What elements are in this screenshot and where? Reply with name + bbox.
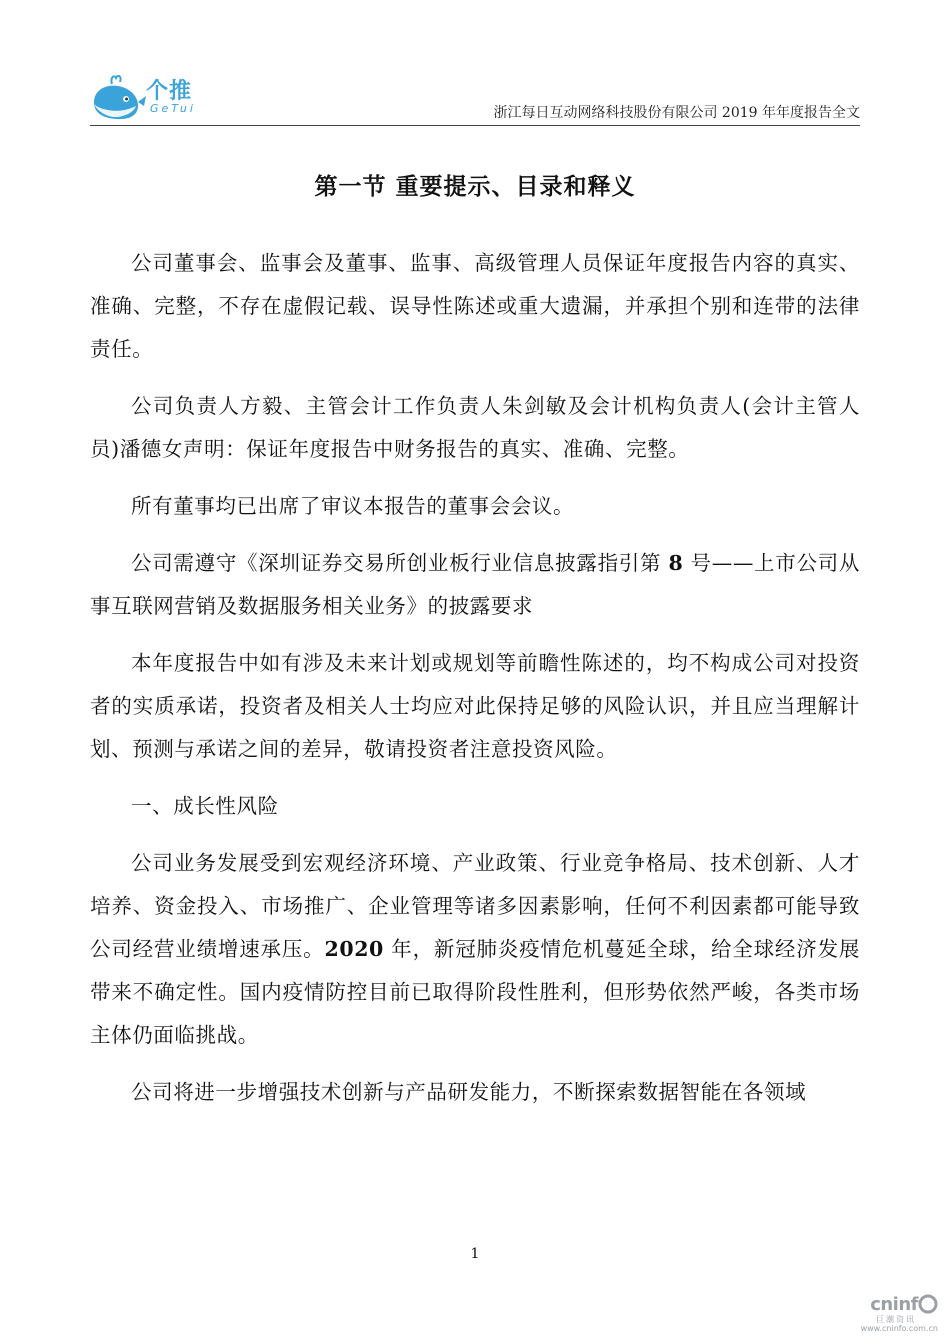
paragraph-4-text-b: 号——上市公司从事互联网营销及数据服务相关业务》的披露要求: [90, 551, 860, 618]
report-header: 浙江每日互动网络科技股份有限公司 2019 年年度报告全文: [493, 105, 860, 121]
paragraph-4-text-a: 公司需遵守《深圳证券交易所创业板行业信息披露指引第: [131, 551, 669, 575]
paragraph-7-text-a: 公司业务发展受到宏观经济环境、产业政策、行业竞争格局、技术创新、人才培养、资金投入、市场推广、企业管理等诸多因素影响，任何不利因素都可能导致公司经营业绩增速承压。: [90, 851, 860, 961]
logo-brand-text: 个推: [146, 79, 193, 104]
paragraph-4-number: 8: [668, 551, 684, 575]
whale-logo-icon: [88, 72, 148, 124]
watermark-brand: cninf: [870, 1294, 918, 1315]
paragraph-5: 本年度报告中如有涉及未来计划或规划等前瞻性陈述的，均不构成公司对投资者的实质承诺，投资者及相关人士均应对此保持足够的风险认识，并且应当理解计划、预测与承诺之间的差异，敬请投资者注意投资风险。: [90, 651, 860, 761]
section-title: 第一节 重要提示、目录和释义: [314, 174, 636, 200]
paragraph-7-year: 2020: [324, 937, 384, 961]
paragraph-2: 公司负责人方毅、主管会计工作负责人朱剑敏及会计机构负责人(会计主管人员)潘德女声明：保证年度报告中财务报告的真实、准确、完整。: [90, 394, 860, 461]
cninfo-watermark: [846, 1294, 942, 1336]
paragraph-3: 所有董事均已出席了审议本报告的董事会会议。: [131, 494, 575, 518]
logo-sub-text: GeTui: [150, 102, 196, 115]
page-number: 1: [470, 1246, 480, 1262]
cninfo-swirl-icon: [918, 1294, 938, 1314]
watermark-cn: 巨潮资讯: [876, 1315, 916, 1324]
watermark-url: www.cninfo.com.cn: [860, 1324, 938, 1333]
getui-logo: [88, 72, 208, 124]
header-divider: [90, 125, 860, 126]
paragraph-7-text-b: 年，新冠肺炎疫情危机蔓延全球，给全球经济发展带来不确定性。国内疫情防控目前已取得阶段性胜利，但形势依然严峻，各类市场主体仍面临挑战。: [90, 937, 860, 1047]
paragraph-1: 公司董事会、监事会及董事、监事、高级管理人员保证年度报告内容的真实、准确、完整，不存在虚假记载、误导性陈述或重大遗漏，并承担个别和连带的法律责任。: [90, 251, 860, 361]
paragraph-8: 公司将进一步增强技术创新与产品研发能力，不断探索数据智能在各领域: [131, 1080, 807, 1104]
document-body: [90, 242, 860, 1128]
paragraph-4: [90, 542, 860, 628]
paragraph-7: [90, 842, 860, 1057]
risk-heading: 一、成长性风险: [131, 794, 279, 818]
